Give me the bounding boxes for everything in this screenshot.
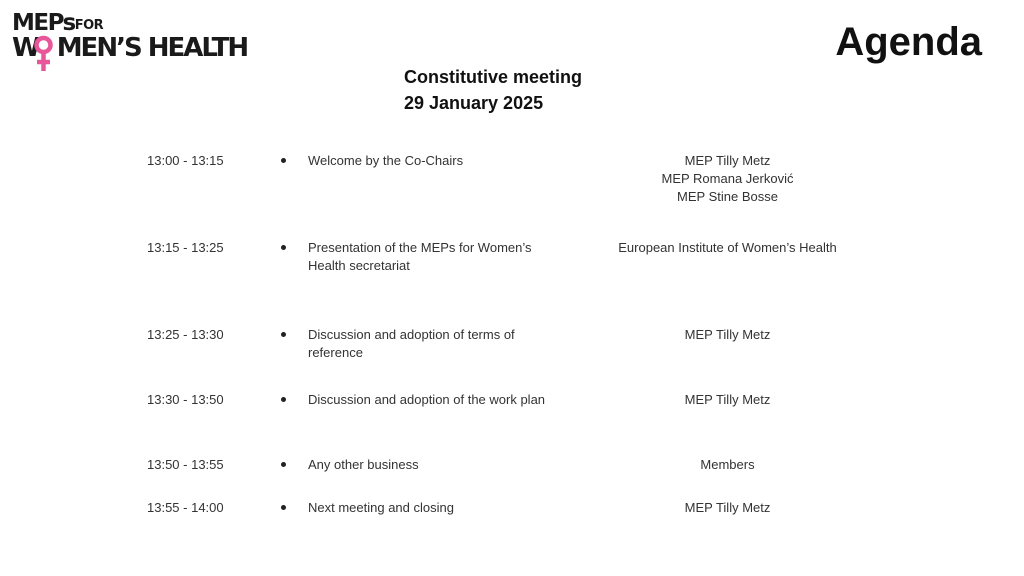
logo-mens-health-text: MEN’S HEALTH (56, 33, 248, 63)
logo-meps-text: MEPs (12, 10, 75, 36)
logo-w-text: W (12, 33, 39, 63)
logo (12, 10, 248, 74)
meeting-date: 29 January 2025 (404, 93, 544, 113)
presenter-name: European Institute of Women’s Health (618, 240, 837, 255)
presenter-name: MEP Stine Bosse (677, 189, 778, 204)
bullet-icon (281, 462, 286, 467)
agenda-presenters (600, 239, 855, 257)
venus-symbol-icon (34, 35, 53, 73)
bullet-icon (281, 332, 286, 337)
agenda-time: 13:00 - 13:15 (147, 153, 224, 168)
bullet-icon (281, 158, 286, 163)
presenter-name: MEP Romana Jerković (661, 171, 794, 186)
agenda-item: Next meeting and closing (308, 500, 454, 515)
agenda-time: 13:55 - 14:00 (147, 500, 224, 515)
agenda-item: Discussion and adoption of the work plan (308, 392, 546, 407)
agenda-time: 13:15 - 13:25 (147, 240, 224, 255)
agenda-time: 13:30 - 13:50 (147, 392, 224, 407)
agenda-item: Discussion and adoption of terms of reference (308, 327, 515, 360)
page-title: Agenda (835, 20, 982, 64)
presenter-name: MEP Tilly Metz (684, 500, 771, 515)
agenda-item: Any other business (308, 457, 419, 472)
agenda-presenters (600, 456, 855, 474)
presenter-name: Members (700, 457, 755, 472)
agenda-presenters (600, 499, 855, 517)
agenda-presenters (600, 326, 855, 344)
bullet-icon (281, 397, 286, 402)
agenda-time: 13:25 - 13:30 (147, 327, 224, 342)
bullet-icon (281, 245, 286, 250)
presenter-name: MEP Tilly Metz (684, 392, 771, 407)
agenda-time: 13:50 - 13:55 (147, 457, 224, 472)
agenda-presenters (600, 152, 855, 206)
presenter-name: MEP Tilly Metz (684, 327, 771, 342)
logo-for-text: FOR (74, 18, 104, 33)
meeting-name: Constitutive meeting (404, 67, 583, 87)
bullet-icon (281, 505, 286, 510)
agenda-item: Presentation of the MEPs for Women’s Health secretariat (308, 240, 532, 273)
agenda-presenters (600, 391, 855, 409)
meeting-info (404, 64, 582, 116)
agenda-item: Welcome by the Co-Chairs (308, 153, 464, 168)
presenter-name: MEP Tilly Metz (684, 153, 771, 168)
